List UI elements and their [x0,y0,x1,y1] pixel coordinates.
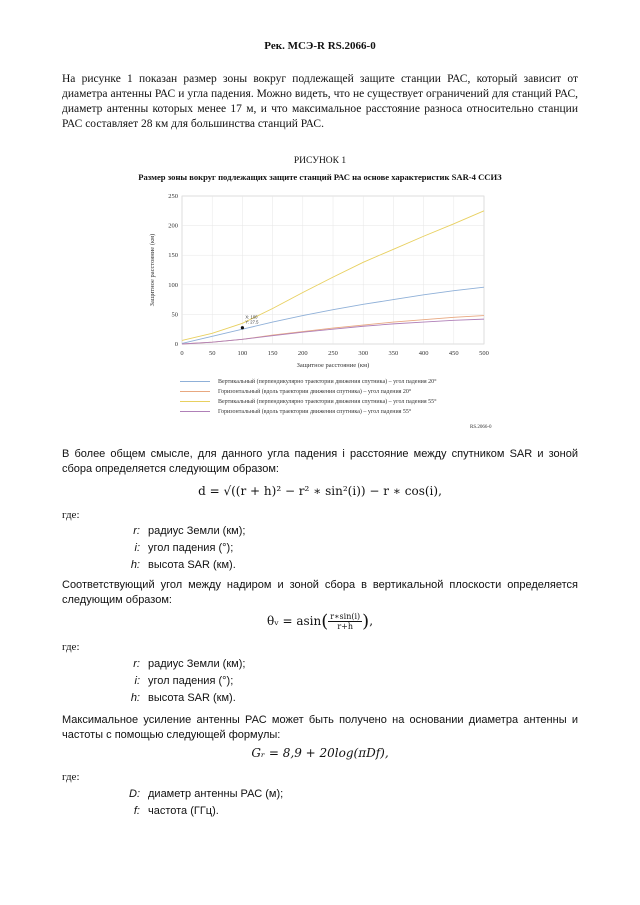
fraction-denominator: r+h [337,622,354,631]
legend-label: Горизонтальный (вдоль траектории движения спутника) – угол падения 55° [218,409,412,415]
definition-value: высота SAR (км). [148,692,236,704]
fraction-numerator: r∗sin(i) [330,612,361,621]
page-header: Рек. МСЭ-R RS.2066-0 [264,40,376,52]
y-tick-label: 200 [168,222,178,230]
figure-code: RS.2066-0 [470,425,492,430]
definition-key: h: [130,559,140,571]
figure-chart [140,188,500,374]
annotation-label: Y: 27.5 [245,319,259,325]
definition-value: диаметр антенны РАС (м); [148,788,284,800]
formula-gain: Gᵣ = 8,9 + 20log(πDf), [251,746,389,760]
where-label-3: где: [62,771,80,783]
x-tick-label: 200 [297,350,308,357]
definition-key: D: [129,788,140,800]
formula-angle-fraction [328,612,362,631]
definition-value: радиус Земли (км); [148,525,246,537]
definition-key: f: [133,805,140,817]
formula-angle: θᵥ = asin( $\frac{r∗\sin(i)}{r+h}$ ), [266,611,374,632]
legend-label: Вертикальный (перпендикулярно траектории движения спутника) – угол падения 20° [218,379,437,385]
formula-distance: d = √((r + h)² − r² ∗ sin²(i)) − r ∗ cos(i), [198,484,442,498]
formula-angle-tail: , [369,614,374,628]
y-tick-label: 150 [168,252,178,260]
x-tick-label: 350 [388,350,399,357]
legend-entry [180,378,437,386]
annotation-point [241,326,244,329]
definition-key: h: [130,692,140,704]
formula-angle-lhs: θᵥ = asin [266,614,322,628]
definition-value: высота SAR (км). [148,559,236,571]
legend-swatch [180,401,210,402]
definition-value: радиус Земли (км); [148,658,246,670]
definition-key: r: [133,525,140,537]
y-axis-label: Защитное расстояние (км) [149,233,156,307]
where-label-1: где: [62,509,80,521]
annotation-label: X: 100 [245,314,258,320]
legend-entry [180,398,437,406]
paragraph-gain: Максимальное усиление антенны РАС может быть получено на основании диаметра антенны и частоты с помощью следующей формулы: [62,714,578,741]
intro-paragraph: На рисунке 1 показан размер зоны вокруг подлежащей защите станции РАС, который зависит от диаметра антенны РАС и угла падения. Можно видеть, что не существует ограничений для станций РАС, диаметр антенны которых менее 17 м, и что максимальное расстояние разноса относительно станции РАС составляет 28 км для большинства станций РАС. [62,73,578,130]
definitions-3 [100,788,500,838]
figure-title: Размер зоны вокруг подлежащих защите станций РАС на основе характеристик SAR-4 ССИЗ [138,172,502,182]
legend-swatch [180,391,210,392]
definition-value: угол падения (°); [148,675,234,687]
definition-key: i: [134,542,140,554]
x-tick-label: 250 [328,350,338,357]
definition-key: r: [133,658,140,670]
legend-label: Горизонтальный (вдоль траектории движения спутника) – угол падения 20° [218,389,412,395]
definition-value: частота (ГГц). [148,805,219,817]
legend-label: Вертикальный (перпендикулярно траектории движения спутника) – угол падения 55° [218,399,437,405]
y-tick-label: 50 [171,311,178,319]
y-tick-label: 250 [168,193,178,200]
x-tick-label: 300 [358,350,369,357]
paragraph-distance: В более общем смысле, для данного угла падения i расстояние между спутником SAR и зоной сбора определяется следующим образом: [62,448,578,475]
figure-label: РИСУНОК 1 [293,156,347,166]
legend-entry [180,408,411,416]
definition-key: i: [134,675,140,687]
legend-entry [180,388,411,396]
definition-value: угол падения (°); [148,542,234,554]
x-tick-label: 450 [448,350,459,357]
paragraph-angle: Соответствующий угол между надиром и зоной сбора в вертикальной плоскости определяется следующим образом: [62,579,578,606]
x-tick-label: 400 [418,350,429,357]
y-tick-label: 100 [168,281,178,289]
x-tick-label: 0 [180,350,184,357]
x-tick-label: 50 [208,350,216,357]
legend-swatch [180,411,210,412]
x-tick-label: 500 [479,350,489,357]
where-label-2: где: [62,641,80,653]
x-axis-label: Защитное расстояние (км) [296,362,370,369]
legend-swatch [180,381,210,382]
x-tick-label: 150 [267,350,278,357]
y-tick-label: 0 [174,341,178,348]
x-tick-label: 100 [237,350,248,357]
